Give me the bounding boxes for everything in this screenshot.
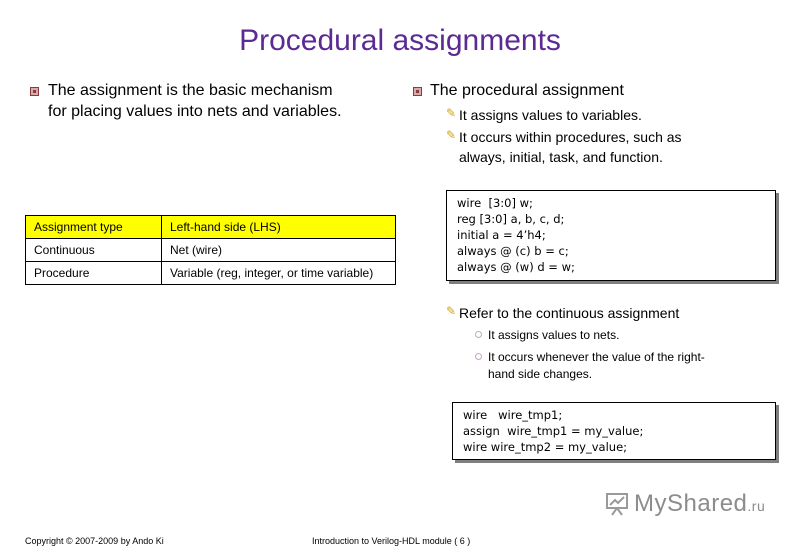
- code-line: assign wire_tmp1 = my_value;: [463, 424, 644, 438]
- code-block-continuous: [452, 402, 776, 460]
- code-line: reg [3:0] a, b, c, d;: [457, 212, 565, 226]
- table-cell: Procedure: [26, 262, 162, 285]
- pencil-bullet-icon: ✎: [446, 128, 457, 142]
- slide-title: Procedural assignments: [239, 24, 561, 57]
- circle-bullet-icon: [475, 331, 482, 338]
- code-line: wire wire_tmp2 = my_value;: [463, 440, 628, 454]
- footer-course: Introduction to Verilog-HDL module ( 6 ): [312, 536, 471, 546]
- right-point: always, initial, task, and function.: [459, 149, 663, 165]
- refer-heading: Refer to the continuous assignment: [459, 305, 680, 321]
- table-header-cell: Left-hand side (LHS): [162, 216, 396, 239]
- table-cell: Net (wire): [162, 239, 396, 262]
- logo-suffix: .ru: [747, 498, 766, 514]
- square-bullet-icon: [413, 87, 422, 96]
- code-line: wire wire_tmp1;: [463, 408, 563, 422]
- table-row: [26, 262, 396, 285]
- right-heading: The procedural assignment: [430, 82, 624, 99]
- myshared-logo: [604, 491, 765, 517]
- right-point: It occurs within procedures, such as: [459, 129, 682, 145]
- table-header-row: [26, 216, 396, 239]
- code-line: wire [3:0] w;: [457, 196, 533, 210]
- refer-point: hand side changes.: [488, 367, 593, 381]
- footer-copyright: Copyright © 2007-2009 by Ando Ki: [25, 536, 164, 546]
- square-bullet-icon: [30, 87, 39, 96]
- code-line: always @ (w) d = w;: [457, 260, 575, 274]
- code-line: always @ (c) b = c;: [457, 244, 569, 258]
- presentation-icon: [604, 491, 630, 517]
- code-block-procedural: [446, 190, 776, 281]
- pencil-bullet-icon: ✎: [446, 304, 457, 318]
- right-point: It assigns values to variables.: [459, 107, 642, 123]
- assignment-table: [25, 215, 396, 285]
- circle-bullet-icon: [475, 353, 482, 360]
- table-cell: Variable (reg, integer, or time variable): [162, 262, 396, 285]
- left-bullet-line2: for placing values into nets and variables.: [48, 103, 342, 120]
- left-bullet-line1: The assignment is the basic mechanism: [48, 82, 333, 99]
- table-cell: Continuous: [26, 239, 162, 262]
- code-line: initial a = 4’h4;: [457, 228, 546, 242]
- table-header-cell: Assignment type: [26, 216, 162, 239]
- refer-point: It occurs whenever the value of the right-: [488, 350, 705, 364]
- table-row: [26, 239, 396, 262]
- refer-point: It assigns values to nets.: [488, 328, 620, 342]
- pencil-bullet-icon: ✎: [446, 106, 457, 120]
- logo-name: MyShared: [634, 490, 748, 517]
